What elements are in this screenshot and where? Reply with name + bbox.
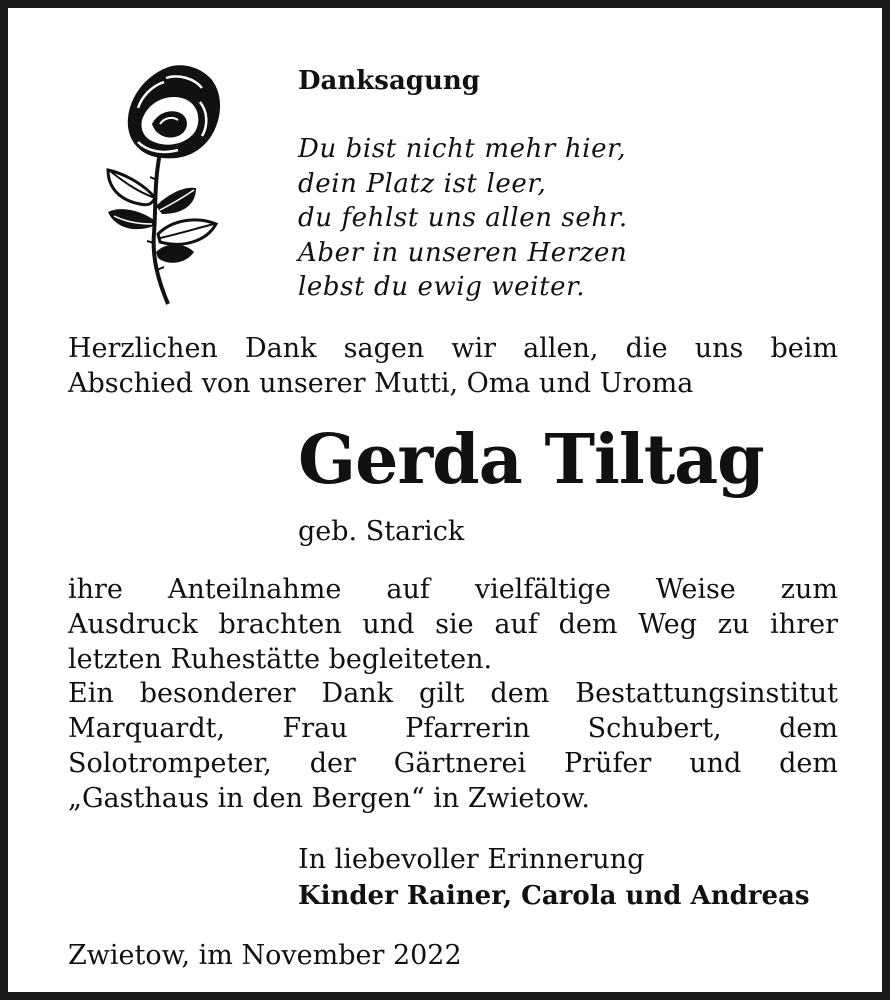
- body-line: ihre Anteilnahme auf vielfältige Weise zum: [68, 574, 838, 605]
- place-date: Zwietow, im November 2022: [68, 940, 462, 971]
- body-line: Ein besonderer Dank gilt dem Bestattungsinstitut: [68, 678, 838, 710]
- poem-line: lebst du ewig weiter.: [298, 272, 586, 302]
- intro-line: Herzlichen Dank sagen wir allen, die uns beim: [68, 333, 838, 364]
- body-text: [68, 573, 838, 817]
- rose-icon: [102, 58, 226, 308]
- body-line: Ausdruck brachten und sie auf dem Weg zu ihrer: [68, 608, 838, 640]
- signers: Kinder Rainer, Carola und Andreas: [298, 881, 810, 911]
- birth-name: geb. Starick: [298, 516, 465, 547]
- poem-line: Du bist nicht mehr hier,: [298, 134, 627, 164]
- intro-text: [68, 332, 838, 402]
- notice-heading: Danksagung: [298, 66, 480, 96]
- poem: [298, 132, 628, 305]
- poem-line: Aber in unseren Herzen: [298, 237, 628, 268]
- deceased-name: Gerda Tiltag: [298, 420, 764, 500]
- closing: [298, 842, 810, 914]
- poem-line: dein Platz ist leer,: [298, 168, 547, 199]
- body-line: Solotrompeter, der Gärtnerei Prüfer und dem: [68, 747, 838, 779]
- body-line: Marquardt, Frau Pfarrerin Schubert, dem: [68, 713, 838, 745]
- poem-line: du fehlst uns allen sehr.: [298, 203, 628, 233]
- body-line: letzten Ruhestätte begleiteten.: [68, 643, 493, 675]
- closing-phrase: In liebevoller Erinnerung: [298, 844, 645, 875]
- body-line: „Gasthaus in den Bergen“ in Zwietow.: [68, 782, 590, 814]
- intro-line: Abschied von unserer Mutti, Oma und Uroma: [68, 367, 694, 399]
